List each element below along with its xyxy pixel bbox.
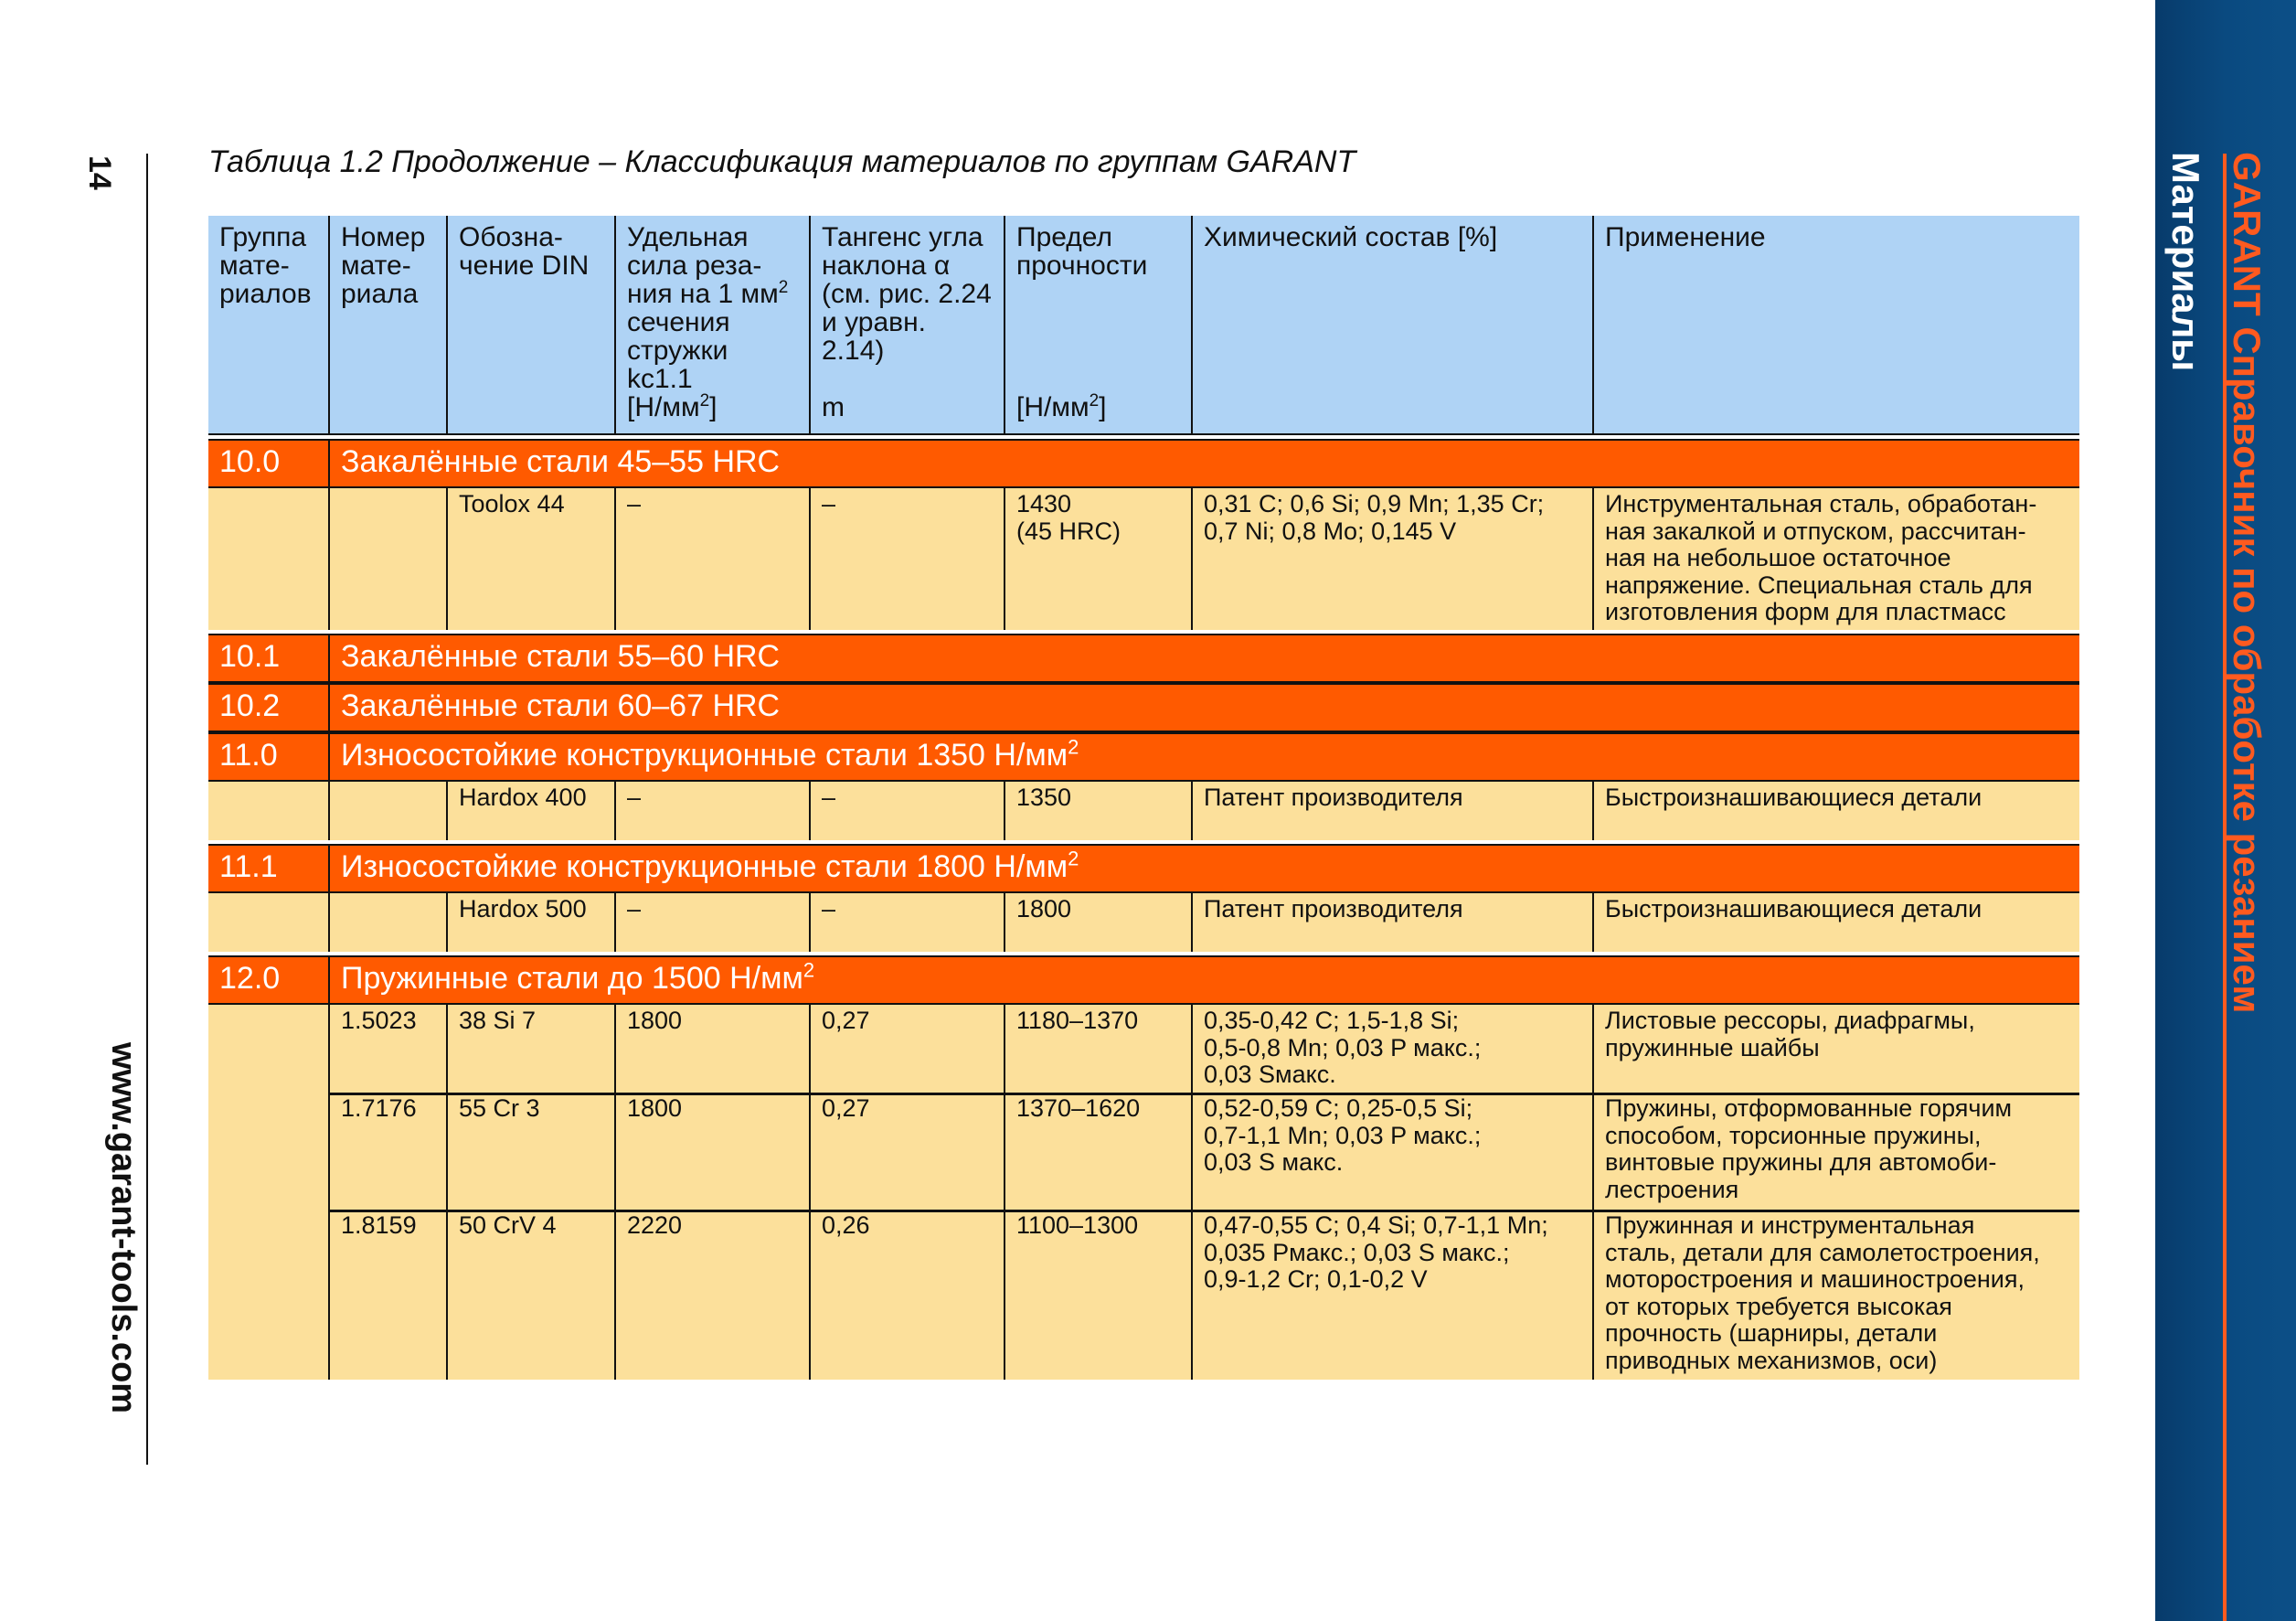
site-url: www.garant-tools.com [104, 1042, 143, 1414]
group-title: Закалённые стали 45–55 HRC [328, 441, 2079, 486]
chem-composition: Патент производителя [1191, 782, 1592, 840]
din-designation: 50 CrV 4 [446, 1210, 614, 1380]
chem-composition: 0,52-0,59 C; 0,25-0,5 Si; 0,7-1,1 Mn; 0,03 P макс.; 0,03 S макс. [1191, 1093, 1592, 1210]
header-use: Применение [1592, 216, 2079, 433]
header-strength: Предел прочности $[Н/мм^2]$ [1004, 216, 1191, 433]
left-margin-rule [146, 154, 148, 1465]
application: Инструментальная сталь, обработан- ная закалкой и отпуском, рассчитан- ная на небольшое остаточное напряжение. Специальная сталь для изготовления форм для пластмасс [1592, 488, 2079, 630]
group-row [208, 955, 2079, 1005]
m-value: – [809, 893, 1004, 952]
material-number: 1.7176 [328, 1093, 446, 1210]
chem-composition: Патент производителя [1191, 893, 1592, 952]
application: Пружинная и инструментальная сталь, детали для самолетостроения, моторостроения и машиностроения, от которых требуется высокая прочность (шарниры, детали приводных механизмов, оси) [1592, 1210, 2079, 1380]
group-row [208, 634, 2079, 683]
strength-value: 1800 [1004, 893, 1191, 952]
strength-value: 1370–1620 [1004, 1093, 1191, 1210]
application: Быстроизнашивающиеся детали [1592, 893, 2079, 952]
chem-composition: 0,47-0,55 C; 0,4 Si; 0,7-1,1 Mn; 0,035 Pмакс.; 0,03 S макс.; 0,9-1,2 Cr; 0,1-0,2 V [1191, 1210, 1592, 1380]
kc-value: 1800 [614, 1093, 809, 1210]
material-number: 1.8159 [328, 1210, 446, 1380]
kc-value: – [614, 893, 809, 952]
group-row [208, 732, 2079, 782]
group-code: 10.2 [219, 688, 281, 723]
sidebar-subtitle: Материалы [2164, 152, 2207, 372]
m-value: – [809, 488, 1004, 630]
table-header [208, 216, 2079, 435]
application: Пружины, отформованные горячим способом, торсионные пружины, винтовые пружины для автомоби- лестроения [1592, 1093, 2079, 1210]
kc-value: 2220 [614, 1210, 809, 1380]
din-designation: Hardox 500 [446, 893, 614, 952]
group-row [208, 439, 2079, 488]
group-title: Закалённые стали 55–60 HRC [328, 635, 2079, 681]
strength-value: 1180–1370 [1004, 1005, 1191, 1093]
strength-value: 1430 (45 HRC) [1004, 488, 1191, 630]
m-value: 0,27 [809, 1093, 1004, 1210]
chem-composition: 0,35-0,42 C; 1,5-1,8 Si; 0,5-0,8 Mn; 0,03 P макс.; 0,03 Sмакс. [1191, 1005, 1592, 1093]
material-number: 1.5023 [328, 1005, 446, 1093]
din-designation: Toolox 44 [446, 488, 614, 630]
application: Листовые рессоры, диафрагмы, пружинные шайбы [1592, 1005, 2079, 1093]
group-title: Износостойкие конструкционные стали 1800 $Н/мм^2$ [328, 846, 2079, 891]
header-tangent: Тангенс угла наклона α (см. рис. 2.24 и уравн. 2.14) m [809, 216, 1004, 433]
m-value: 0,27 [809, 1005, 1004, 1093]
m-value: – [809, 782, 1004, 840]
table-row [208, 1093, 2079, 1210]
header-kc: Удельная сила реза- ния на 1 $мм^2$ сечения стружки kc1.1 $[Н/мм^2]$ [614, 216, 809, 433]
table-caption: Таблица 1.2 Продолжение – Классификация материалов по группам GARANT [208, 144, 1356, 179]
group-code: 12.0 [219, 961, 281, 996]
table-row [208, 1005, 2079, 1093]
group-code: 10.0 [219, 444, 281, 479]
strength-value: 1350 [1004, 782, 1191, 840]
sidebar-title: GARANT Справочник по обработке резанием [2226, 152, 2269, 1014]
table-row [208, 1210, 2079, 1380]
group-code: 11.1 [219, 849, 278, 884]
header-group: Группа мате- риалов [219, 222, 312, 309]
group-code: 11.0 [219, 738, 278, 773]
group-row [208, 844, 2079, 893]
table-row [208, 488, 2079, 630]
group-code: 10.1 [219, 639, 281, 674]
material-number [328, 488, 446, 630]
din-designation: 55 Cr 3 [446, 1093, 614, 1210]
header-chem: Химический состав [%] [1191, 216, 1592, 433]
din-designation: Hardox 400 [446, 782, 614, 840]
chem-composition: 0,31 C; 0,6 Si; 0,9 Mn; 1,35 Cr; 0,7 Ni; 0,8 Mo; 0,145 V [1191, 488, 1592, 630]
spring-steel-block [208, 1005, 2079, 1380]
group-row [208, 683, 2079, 732]
application: Быстроизнашивающиеся детали [1592, 782, 2079, 840]
header-number: Номер мате- риала [328, 216, 446, 433]
din-designation: 38 Si 7 [446, 1005, 614, 1093]
m-value: 0,26 [809, 1210, 1004, 1380]
kc-value: – [614, 488, 809, 630]
strength-value: 1100–1300 [1004, 1210, 1191, 1380]
materials-table [208, 216, 2079, 1380]
table-row [208, 782, 2079, 840]
kc-value: 1800 [614, 1005, 809, 1093]
group-title: Закалённые стали 60–67 HRC [328, 685, 2079, 731]
header-din: Обозна- чение DIN [446, 216, 614, 433]
group-title: Пружинные стали до 1500 $Н/мм^2$ [328, 957, 2079, 1003]
page-number: 14 [82, 155, 117, 190]
kc-value: – [614, 782, 809, 840]
table-row [208, 893, 2079, 952]
group-title: Износостойкие конструкционные стали 1350 $Н/мм^2$ [328, 734, 2079, 780]
